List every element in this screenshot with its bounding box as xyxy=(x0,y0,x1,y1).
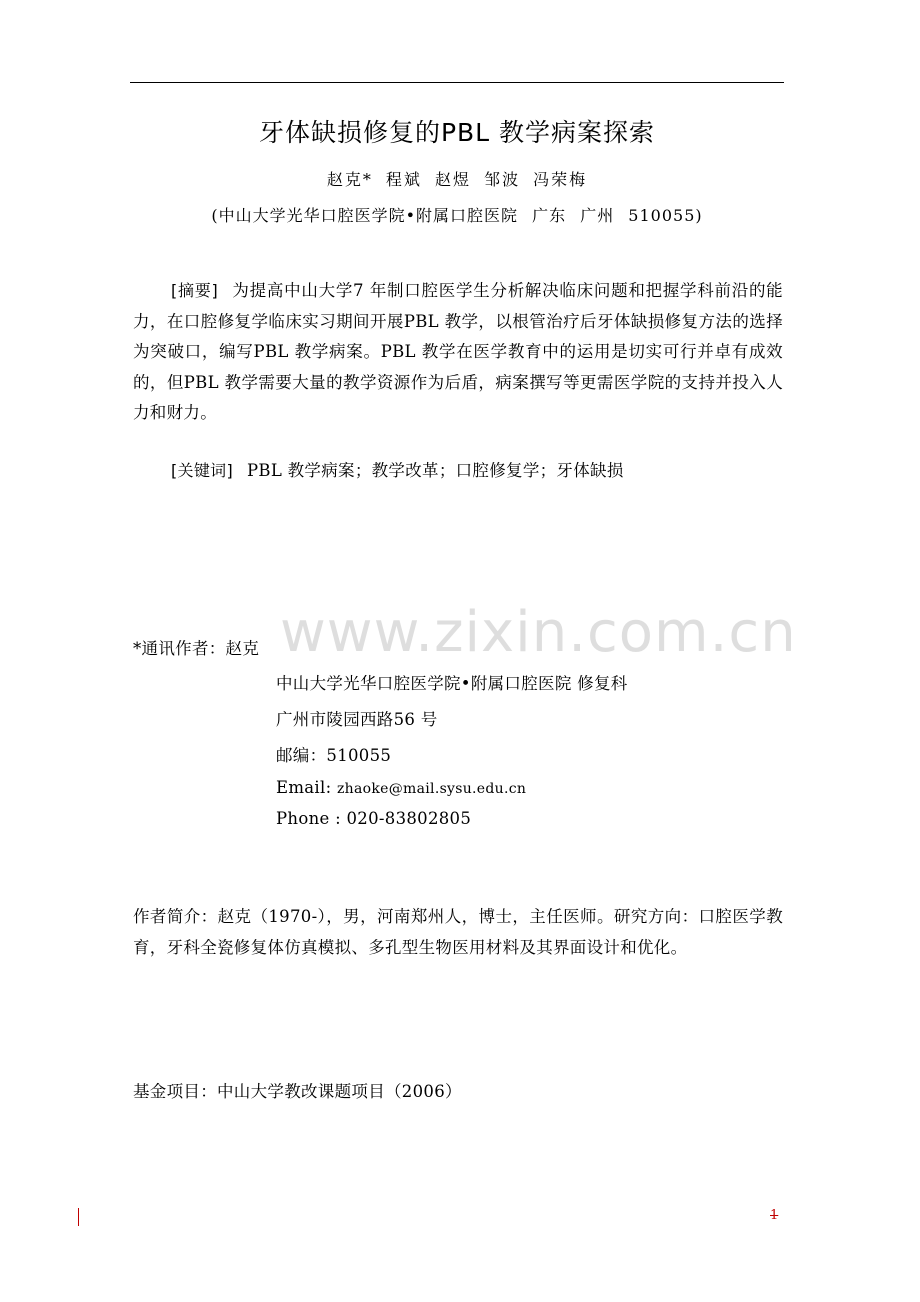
abstract-paragraph xyxy=(133,276,783,429)
watermark: www.zixin.com.cn xyxy=(280,600,797,665)
contact-institution: 中山大学光华口腔医学院•附属口腔医院 修复科 xyxy=(276,674,628,693)
email-label: Email: xyxy=(276,778,337,797)
contact-email-line xyxy=(276,778,526,797)
keywords-label: [关键词] xyxy=(171,461,233,480)
fund-project: 基金项目：中山大学教改课题项目（2006） xyxy=(133,1082,462,1101)
keywords-paragraph xyxy=(133,456,783,487)
contact-phone: Phone : 020-83802805 xyxy=(276,809,472,828)
abstract-label: [摘要] xyxy=(171,281,218,300)
keywords-text: PBL 教学病案；教学改革；口腔修复学；牙体缺损 xyxy=(247,461,624,480)
contact-address: 广州市陵园西路56 号 xyxy=(276,710,438,729)
header-rule xyxy=(130,82,784,83)
corresponding-author: *通讯作者：赵克 xyxy=(133,639,260,658)
affiliation: (中山大学光华口腔医学院•附属口腔医院 广东 广州 510055) xyxy=(211,206,703,225)
abstract-text: 为提高中山大学7 年制口腔医学生分析解决临床问题和把握学科前沿的能力，在口腔修复学临床实习期间开展PBL 教学，以根管治疗后牙体缺损修复方法的选择为突破口，编写PBL 教学病案。PBL 教学在医学教育中的运用是切实可行并卓有成效的，但PBL 教学需要大量的教学资源作为后盾，病案撰写等更需医学院的支持并投入人力和财力。 xyxy=(133,281,783,422)
revision-mark xyxy=(78,1208,79,1226)
paper-title: 牙体缺损修复的PBL 教学病案探索 xyxy=(258,118,656,147)
email-address: zhaoke@mail.sysu.edu.cn xyxy=(337,781,527,797)
page-number: 1 xyxy=(770,1208,779,1223)
author-list: 赵克* 程斌 赵煜 邹波 冯荣梅 xyxy=(326,170,588,189)
author-bio: 作者简介：赵克（1970-），男，河南郑州人，博士，主任医师。研究方向：口腔医学教育，牙科全瓷修复体仿真模拟、多孔型生物医用材料及其界面设计和优化。 xyxy=(133,907,783,957)
contact-postcode: 邮编：510055 xyxy=(276,746,392,765)
